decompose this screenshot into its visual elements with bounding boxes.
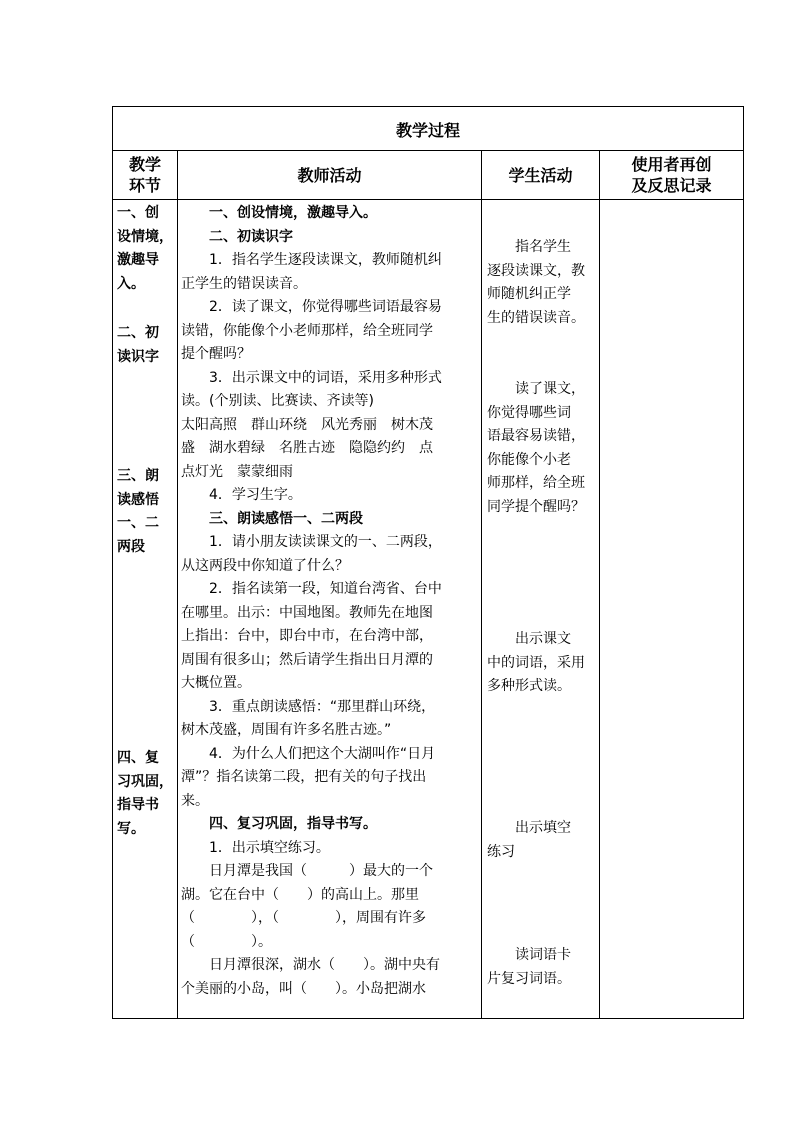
student-line: 逐段读课文，教 [487, 262, 585, 279]
teacher-line: 正学生的错误读音。 [181, 275, 307, 292]
header-stage-line1: 教学 [128, 155, 161, 174]
student-block-2 [487, 378, 585, 519]
teacher-line: 2．指名读第一段，知道台湾省、台中 [181, 581, 442, 597]
student-block-1 [487, 236, 585, 330]
stage-1-line: 一、创 [117, 205, 159, 221]
teacher-line: 个美丽的小岛，叫（ ）。小岛把湖水 [181, 980, 426, 997]
student-line: 同学提个醒吗？ [487, 498, 585, 515]
stage-4-line: 指导书 [117, 797, 159, 813]
stage-3-line: 两段 [117, 538, 145, 555]
teacher-line: 3．重点朗读感悟：“那里群山环绕， [181, 698, 436, 715]
stage-1-line: 激趣导 [117, 252, 159, 268]
stage-2 [117, 322, 159, 369]
student-line: 你觉得哪些词 [487, 404, 571, 421]
stage-3-line: 一、二 [117, 515, 159, 531]
stage-1 [117, 202, 173, 296]
teacher-line: 4．学习生字。 [181, 487, 302, 503]
teacher-line: 日月潭很深，湖水（ ）。湖中央有 [181, 957, 440, 973]
student-line: 练习 [487, 843, 515, 860]
teaching-process-table [112, 106, 744, 1019]
stage-4-line: 写。 [117, 820, 145, 837]
student-line: 师随机纠正学 [487, 286, 571, 302]
teacher-line: （ ）。 [181, 933, 272, 950]
teacher-line: 从这两段中你知道了什么？ [181, 557, 349, 574]
teacher-line: 湖。它在台中（ ）的高山上。那里 [181, 886, 419, 903]
stage-3-line: 读感悟 [117, 491, 159, 508]
student-line: 语最容易读错， [487, 428, 585, 444]
student-block-4 [487, 817, 571, 864]
teacher-line: 上指出：台中，即台中市，在台湾中部， [181, 628, 433, 644]
teacher-line: 潭”？指名读第二段，把有关的句子找出 [181, 769, 427, 785]
stage-2-line: 读识字 [117, 348, 159, 365]
student-line: 中的词语，采用 [487, 654, 585, 671]
teacher-line: 盛 湖水碧绿 名胜古迹 隐隐约约 点 [181, 440, 433, 456]
teacher-line: 2．读了课文，你觉得哪些词语最容易 [181, 299, 442, 315]
teacher-line: 读错，你能像个小老师那样，给全班同学 [181, 322, 433, 339]
teacher-line: 点灯光 蒙蒙细雨 [181, 463, 293, 480]
header-reflection [600, 151, 743, 199]
teacher-line: 读。(个别读、比赛读、齐读等) [181, 393, 374, 409]
student-line: 出示填空 [487, 820, 571, 836]
teacher-line: 1．指名学生逐段读课文，教师随机纠 [181, 252, 442, 268]
header-reflection-line1: 使用者再创 [631, 155, 712, 174]
teacher-line: 提个醒吗？ [181, 346, 251, 362]
stage-4-line: 习巩固， [117, 773, 173, 790]
col-divider-1 [177, 150, 178, 1018]
teacher-line: 一、创设情境，激趣导入。 [181, 205, 377, 221]
teacher-line: 三、朗读感悟一、二两段 [181, 510, 363, 527]
student-line: 指名学生 [487, 239, 571, 255]
student-line: 生的错误读音。 [487, 309, 585, 326]
header-reflection-line2: 及反思记录 [631, 176, 712, 195]
teacher-line: 4．为什么人们把这个大湖叫作“日月 [181, 745, 436, 762]
student-line: 读词语卡 [487, 947, 571, 963]
teacher-line: 树木茂盛，周围有许多名胜古迹。” [181, 722, 392, 738]
teacher-line: 日月潭是我国（ ）最大的一个 [181, 863, 433, 879]
header-teacher: 教师活动 [297, 165, 362, 185]
header-student: 学生活动 [508, 165, 573, 185]
teacher-line: 四、复习巩固，指导书写。 [181, 816, 377, 832]
teacher-line: 大概位置。 [181, 675, 251, 691]
stage-4-line: 四、复 [117, 750, 159, 766]
student-block-5 [487, 944, 571, 991]
teacher-line: 在哪里。出示：中国地图。教师先在地图 [181, 604, 433, 621]
col-divider-2 [481, 150, 482, 1018]
teacher-line: 1．出示填空练习。 [181, 839, 330, 856]
teacher-line: 来。 [181, 792, 209, 809]
stage-2-line: 二、初 [117, 325, 159, 341]
stage-3 [117, 465, 159, 559]
student-line: 片复习词语。 [487, 970, 571, 987]
student-block-3 [487, 628, 585, 699]
teacher-line: 太阳高照 群山环绕 风光秀丽 树木茂 [181, 416, 433, 433]
student-line: 你能像个小老 [487, 451, 571, 468]
teacher-line: 二、初读识字 [181, 228, 293, 245]
teacher-line: 1．请小朋友读读课文的一、二两段， [181, 534, 442, 550]
stage-1-line: 入。 [117, 275, 145, 292]
stage-4 [117, 747, 173, 841]
teacher-line: 周围有很多山；然后请学生指出日月潭的 [181, 651, 433, 668]
teacher-line: （ ），（ ），周围有许多 [181, 910, 426, 926]
header-stage [113, 151, 177, 199]
student-line: 出示课文 [487, 631, 571, 647]
stage-3-line: 三、朗 [117, 468, 159, 484]
student-line: 师那样，给全班 [487, 475, 585, 491]
teacher-activity-column [181, 202, 479, 1001]
header-stage-line2: 环节 [128, 176, 161, 195]
reflection-column [600, 200, 743, 1018]
student-line: 读了课文， [487, 381, 585, 397]
student-line: 多种形式读。 [487, 678, 571, 694]
stage-1-line: 设情境， [117, 228, 173, 245]
teacher-line: 3．出示课文中的词语，采用多种形式 [181, 369, 442, 386]
table-title: 教学过程 [395, 120, 460, 140]
